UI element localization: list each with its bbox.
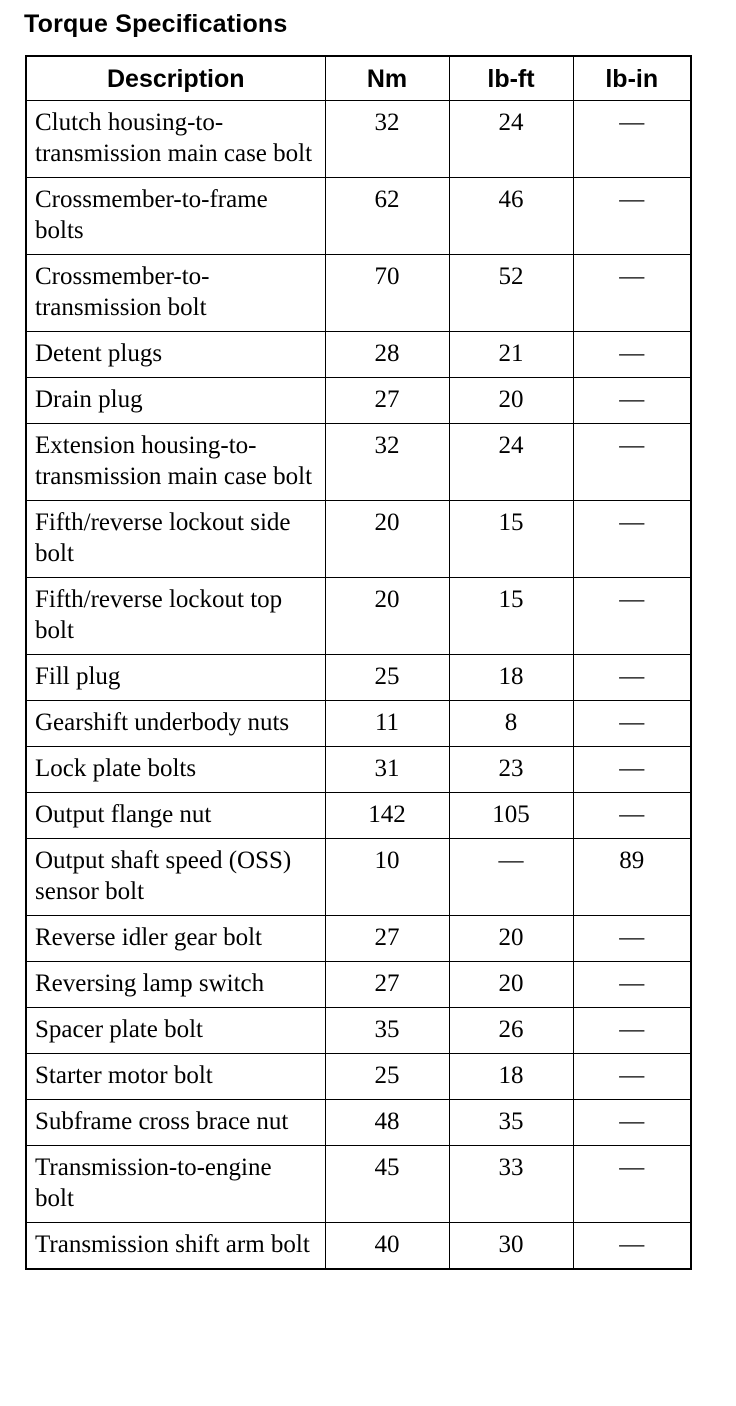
cell-nm: 27 (325, 962, 449, 1008)
cell-nm: 62 (325, 178, 449, 255)
cell-lb-ft: 30 (449, 1223, 573, 1270)
cell-lb-in: — (573, 701, 691, 747)
cell-lb-ft: 18 (449, 1054, 573, 1100)
cell-description: Gearshift underbody nuts (26, 701, 325, 747)
cell-lb-in: — (573, 962, 691, 1008)
cell-nm: 48 (325, 1100, 449, 1146)
cell-lb-ft: 20 (449, 962, 573, 1008)
cell-lb-ft: 15 (449, 578, 573, 655)
cell-lb-ft: 18 (449, 655, 573, 701)
cell-lb-in: — (573, 501, 691, 578)
header-lb-in: lb-in (573, 56, 691, 101)
cell-nm: 32 (325, 424, 449, 501)
cell-lb-in: — (573, 916, 691, 962)
cell-description: Transmission shift arm bolt (26, 1223, 325, 1270)
table-row (26, 916, 691, 962)
cell-lb-ft: 33 (449, 1146, 573, 1223)
cell-nm: 25 (325, 655, 449, 701)
table-row (26, 332, 691, 378)
cell-nm: 35 (325, 1008, 449, 1054)
cell-description: Spacer plate bolt (26, 1008, 325, 1054)
header-lb-ft: lb-ft (449, 56, 573, 101)
cell-lb-in: — (573, 1223, 691, 1270)
table-row (26, 1223, 691, 1270)
cell-lb-ft: 20 (449, 916, 573, 962)
table-row (26, 578, 691, 655)
cell-lb-ft: 46 (449, 178, 573, 255)
cell-description: Fifth/reverse lockout top bolt (26, 578, 325, 655)
table-row (26, 962, 691, 1008)
cell-lb-in: — (573, 332, 691, 378)
cell-description: Output shaft speed (OSS) sensor bolt (26, 839, 325, 916)
cell-description: Transmission-to-engine bolt (26, 1146, 325, 1223)
cell-lb-in: — (573, 178, 691, 255)
cell-nm: 28 (325, 332, 449, 378)
table-row (26, 255, 691, 332)
cell-lb-ft: 23 (449, 747, 573, 793)
cell-lb-ft: 26 (449, 1008, 573, 1054)
cell-nm: 10 (325, 839, 449, 916)
header-nm: Nm (325, 56, 449, 101)
cell-nm: 31 (325, 747, 449, 793)
cell-lb-ft: 35 (449, 1100, 573, 1146)
cell-lb-in: — (573, 655, 691, 701)
table-row (26, 178, 691, 255)
cell-description: Crossmember-to-transmission bolt (26, 255, 325, 332)
cell-description: Reverse idler gear bolt (26, 916, 325, 962)
cell-nm: 142 (325, 793, 449, 839)
torque-spec-table (25, 55, 692, 1270)
cell-description: Drain plug (26, 378, 325, 424)
cell-lb-in: — (573, 1008, 691, 1054)
cell-description: Reversing lamp switch (26, 962, 325, 1008)
table-row (26, 793, 691, 839)
cell-lb-ft: — (449, 839, 573, 916)
cell-description: Clutch housing-to-transmission main case bolt (26, 101, 325, 178)
cell-lb-ft: 105 (449, 793, 573, 839)
cell-lb-ft: 8 (449, 701, 573, 747)
cell-lb-in: — (573, 747, 691, 793)
cell-nm: 25 (325, 1054, 449, 1100)
cell-lb-in: — (573, 1146, 691, 1223)
cell-nm: 40 (325, 1223, 449, 1270)
cell-lb-ft: 15 (449, 501, 573, 578)
cell-description: Subframe cross brace nut (26, 1100, 325, 1146)
cell-nm: 11 (325, 701, 449, 747)
table-row (26, 1100, 691, 1146)
table-row (26, 378, 691, 424)
table-row (26, 424, 691, 501)
cell-description: Detent plugs (26, 332, 325, 378)
table-row (26, 839, 691, 916)
cell-nm: 70 (325, 255, 449, 332)
cell-nm: 20 (325, 501, 449, 578)
cell-nm: 32 (325, 101, 449, 178)
cell-nm: 27 (325, 916, 449, 962)
cell-lb-in: — (573, 1054, 691, 1100)
table-row (26, 655, 691, 701)
table-row (26, 701, 691, 747)
cell-lb-in: — (573, 424, 691, 501)
cell-description: Lock plate bolts (26, 747, 325, 793)
header-description: Description (26, 56, 325, 101)
cell-lb-ft: 24 (449, 424, 573, 501)
table-row (26, 1054, 691, 1100)
table-header-row (26, 56, 691, 101)
cell-lb-in: — (573, 1100, 691, 1146)
cell-description: Fill plug (26, 655, 325, 701)
cell-lb-in: — (573, 578, 691, 655)
cell-nm: 27 (325, 378, 449, 424)
cell-lb-ft: 24 (449, 101, 573, 178)
cell-description: Extension housing-to-transmission main case bolt (26, 424, 325, 501)
cell-description: Crossmember-to-frame bolts (26, 178, 325, 255)
cell-lb-in: — (573, 255, 691, 332)
cell-description: Output flange nut (26, 793, 325, 839)
cell-description: Fifth/reverse lockout side bolt (26, 501, 325, 578)
cell-lb-in: — (573, 101, 691, 178)
table-row (26, 501, 691, 578)
cell-nm: 45 (325, 1146, 449, 1223)
table-row (26, 1146, 691, 1223)
cell-nm: 20 (325, 578, 449, 655)
cell-lb-in: — (573, 793, 691, 839)
cell-lb-ft: 52 (449, 255, 573, 332)
page-title: Torque Specifications (24, 10, 288, 38)
table-row (26, 747, 691, 793)
cell-lb-in: — (573, 378, 691, 424)
cell-description: Starter motor bolt (26, 1054, 325, 1100)
table-row (26, 101, 691, 178)
cell-lb-ft: 21 (449, 332, 573, 378)
table-row (26, 1008, 691, 1054)
cell-lb-in: 89 (573, 839, 691, 916)
cell-lb-ft: 20 (449, 378, 573, 424)
